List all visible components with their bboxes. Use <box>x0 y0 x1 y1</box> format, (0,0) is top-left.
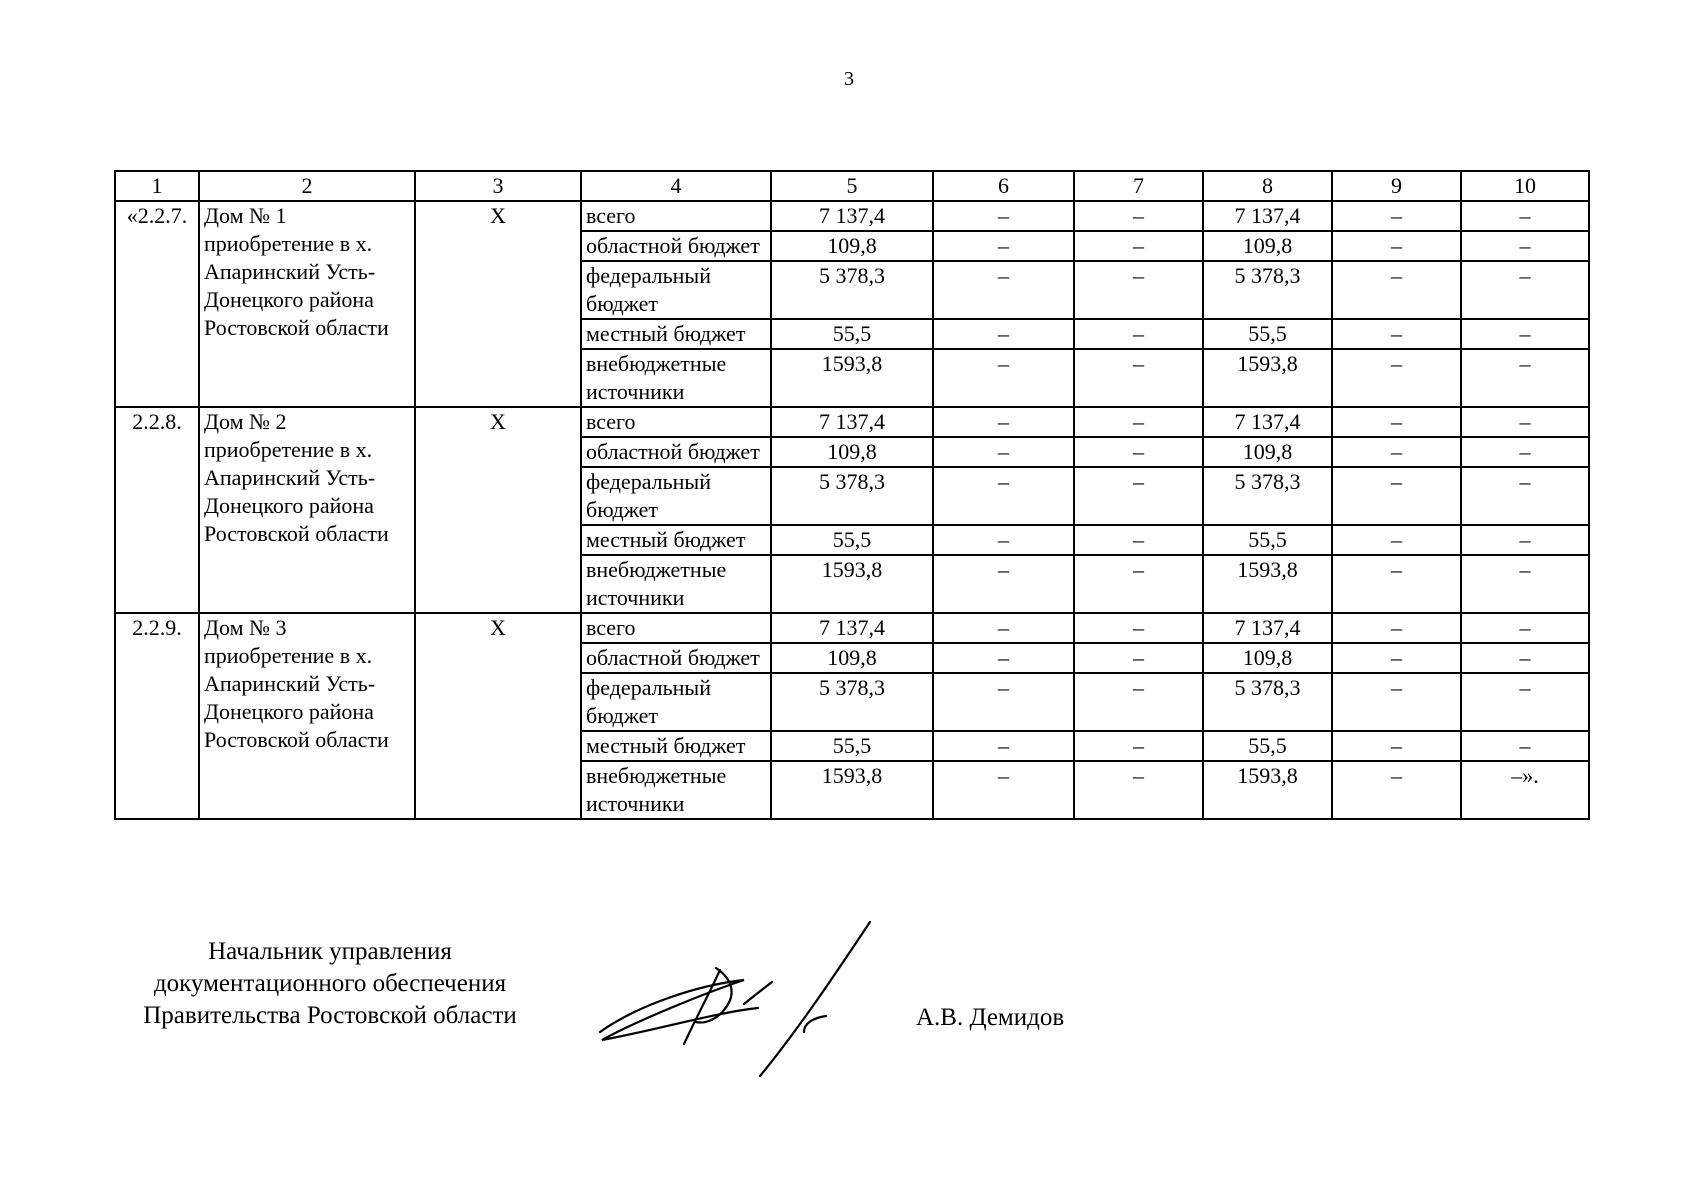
item-number: 2.2.9. <box>115 613 199 819</box>
item-number: «2.2.7. <box>115 201 199 407</box>
amount-cell-col-7: – <box>1074 673 1203 731</box>
amount-cell-col-6: – <box>933 613 1074 643</box>
amount-cell-col-5: 1593,8 <box>771 349 933 407</box>
amount-cell-col-7: – <box>1074 643 1203 673</box>
item-marker: Х <box>415 407 581 613</box>
amount-cell-col-7: – <box>1074 437 1203 467</box>
funding-source: внебюджетные источники <box>581 555 771 613</box>
amount-cell-col-10: – <box>1461 555 1589 613</box>
amount-cell-col-7: – <box>1074 319 1203 349</box>
handwritten-signature <box>598 920 888 1080</box>
amount-cell-col-5: 109,8 <box>771 437 933 467</box>
column-header-9: 9 <box>1332 171 1461 201</box>
column-header-1: 1 <box>115 171 199 201</box>
item-marker: Х <box>415 201 581 407</box>
amount-cell-col-9: – <box>1332 555 1461 613</box>
amount-cell-col-5: 55,5 <box>771 319 933 349</box>
funding-source: местный бюджет <box>581 731 771 761</box>
amount-cell-col-7: – <box>1074 231 1203 261</box>
amount-cell-col-9: – <box>1332 525 1461 555</box>
item-name: Дом № 2 приобретение в х. Апаринский Усть-Донецкого района Ростовской области <box>199 407 415 613</box>
amount-cell-col-9: – <box>1332 673 1461 731</box>
header-row <box>115 171 1589 201</box>
amount-cell-col-9: – <box>1332 319 1461 349</box>
amount-cell-col-7: – <box>1074 731 1203 761</box>
amount-cell-col-9: – <box>1332 349 1461 407</box>
amount-cell-col-8: 55,5 <box>1203 525 1332 555</box>
amount-cell-col-10: – <box>1461 349 1589 407</box>
amount-cell-col-9: – <box>1332 407 1461 437</box>
amount-cell-col-6: – <box>933 349 1074 407</box>
funding-source: федеральный бюджет <box>581 261 771 319</box>
table-body <box>115 201 1589 819</box>
amount-cell-col-6: – <box>933 731 1074 761</box>
amount-cell-col-6: – <box>933 407 1074 437</box>
item-number: 2.2.8. <box>115 407 199 613</box>
amount-cell-col-8: 1593,8 <box>1203 761 1332 819</box>
column-header-2: 2 <box>199 171 415 201</box>
amount-cell-col-5: 5 378,3 <box>771 261 933 319</box>
amount-cell-col-8: 5 378,3 <box>1203 261 1332 319</box>
amount-cell-col-8: 1593,8 <box>1203 555 1332 613</box>
amount-cell-col-10: – <box>1461 437 1589 467</box>
funding-source: областной бюджет <box>581 437 771 467</box>
amount-cell-col-6: – <box>933 525 1074 555</box>
amount-cell-col-5: 55,5 <box>771 731 933 761</box>
amount-cell-col-7: – <box>1074 525 1203 555</box>
page-number: 3 <box>844 68 854 90</box>
amount-cell-col-7: – <box>1074 613 1203 643</box>
amount-cell-col-9: – <box>1332 467 1461 525</box>
amount-cell-col-8: 55,5 <box>1203 731 1332 761</box>
column-header-4: 4 <box>581 171 771 201</box>
amount-cell-col-8: 7 137,4 <box>1203 613 1332 643</box>
table-row <box>115 613 1589 643</box>
amount-cell-col-9: – <box>1332 761 1461 819</box>
amount-cell-col-9: – <box>1332 261 1461 319</box>
amount-cell-col-10: – <box>1461 613 1589 643</box>
funding-source: внебюджетные источники <box>581 349 771 407</box>
amount-cell-col-9: – <box>1332 231 1461 261</box>
signature-title-line-3: Правительства Ростовской области <box>143 1002 517 1029</box>
amount-cell-col-10: – <box>1461 643 1589 673</box>
amount-cell-col-10: – <box>1461 407 1589 437</box>
column-header-3: 3 <box>415 171 581 201</box>
amount-cell-col-7: – <box>1074 555 1203 613</box>
amount-cell-col-5: 7 137,4 <box>771 407 933 437</box>
amount-cell-col-6: – <box>933 231 1074 261</box>
amount-cell-col-9: – <box>1332 201 1461 231</box>
funding-source: местный бюджет <box>581 525 771 555</box>
amount-cell-col-5: 1593,8 <box>771 555 933 613</box>
amount-cell-col-7: – <box>1074 467 1203 525</box>
amount-cell-col-8: 7 137,4 <box>1203 407 1332 437</box>
funding-source: федеральный бюджет <box>581 467 771 525</box>
amount-cell-col-5: 7 137,4 <box>771 201 933 231</box>
amount-cell-col-5: 1593,8 <box>771 761 933 819</box>
amount-cell-col-8: 55,5 <box>1203 319 1332 349</box>
amount-cell-col-7: – <box>1074 261 1203 319</box>
amount-cell-col-5: 109,8 <box>771 643 933 673</box>
amount-cell-col-10: – <box>1461 731 1589 761</box>
signer-name: А.В. Демидов <box>916 1004 1065 1031</box>
column-header-7: 7 <box>1074 171 1203 201</box>
funding-source: федеральный бюджет <box>581 673 771 731</box>
amount-cell-col-10: – <box>1461 525 1589 555</box>
amount-cell-col-8: 5 378,3 <box>1203 673 1332 731</box>
signature-title <box>100 936 560 1032</box>
amount-cell-col-6: – <box>933 261 1074 319</box>
amount-cell-col-8: 109,8 <box>1203 643 1332 673</box>
column-header-6: 6 <box>933 171 1074 201</box>
column-header-5: 5 <box>771 171 933 201</box>
amount-cell-col-6: – <box>933 467 1074 525</box>
item-name: Дом № 1 приобретение в х. Апаринский Усть-Донецкого района Ростовской области <box>199 201 415 407</box>
amount-cell-col-10: – <box>1461 673 1589 731</box>
amount-cell-col-9: – <box>1332 437 1461 467</box>
item-marker: Х <box>415 613 581 819</box>
amount-cell-col-9: – <box>1332 613 1461 643</box>
amount-cell-col-10: – <box>1461 261 1589 319</box>
amount-cell-col-8: 5 378,3 <box>1203 467 1332 525</box>
amount-cell-col-5: 5 378,3 <box>771 673 933 731</box>
column-header-10: 10 <box>1461 171 1589 201</box>
column-header-8: 8 <box>1203 171 1332 201</box>
amount-cell-col-10: – <box>1461 467 1589 525</box>
amount-cell-col-10: –». <box>1461 761 1589 819</box>
amount-cell-col-5: 55,5 <box>771 525 933 555</box>
table-row <box>115 201 1589 231</box>
item-name: Дом № 3 приобретение в х. Апаринский Усть-Донецкого района Ростовской области <box>199 613 415 819</box>
amount-cell-col-7: – <box>1074 761 1203 819</box>
amount-cell-col-8: 109,8 <box>1203 437 1332 467</box>
funding-source: областной бюджет <box>581 643 771 673</box>
funding-source: местный бюджет <box>581 319 771 349</box>
amount-cell-col-6: – <box>933 761 1074 819</box>
amount-cell-col-9: – <box>1332 731 1461 761</box>
funding-source: областной бюджет <box>581 231 771 261</box>
budget-table <box>114 170 1590 820</box>
amount-cell-col-8: 7 137,4 <box>1203 201 1332 231</box>
amount-cell-col-10: – <box>1461 231 1589 261</box>
amount-cell-col-5: 109,8 <box>771 231 933 261</box>
funding-source: внебюджетные источники <box>581 761 771 819</box>
signature-title-line-2: документационного обеспечения <box>153 970 507 997</box>
amount-cell-col-5: 7 137,4 <box>771 613 933 643</box>
amount-cell-col-6: – <box>933 643 1074 673</box>
amount-cell-col-7: – <box>1074 407 1203 437</box>
amount-cell-col-6: – <box>933 319 1074 349</box>
amount-cell-col-8: 109,8 <box>1203 231 1332 261</box>
amount-cell-col-6: – <box>933 201 1074 231</box>
amount-cell-col-8: 1593,8 <box>1203 349 1332 407</box>
amount-cell-col-7: – <box>1074 349 1203 407</box>
amount-cell-col-10: – <box>1461 319 1589 349</box>
funding-source: всего <box>581 613 771 643</box>
amount-cell-col-7: – <box>1074 201 1203 231</box>
funding-source: всего <box>581 201 771 231</box>
amount-cell-col-6: – <box>933 437 1074 467</box>
amount-cell-col-6: – <box>933 673 1074 731</box>
amount-cell-col-9: – <box>1332 643 1461 673</box>
amount-cell-col-5: 5 378,3 <box>771 467 933 525</box>
amount-cell-col-6: – <box>933 555 1074 613</box>
signature-title-line-1: Начальник управления <box>208 938 452 965</box>
amount-cell-col-10: – <box>1461 201 1589 231</box>
table-row <box>115 407 1589 437</box>
funding-source: всего <box>581 407 771 437</box>
